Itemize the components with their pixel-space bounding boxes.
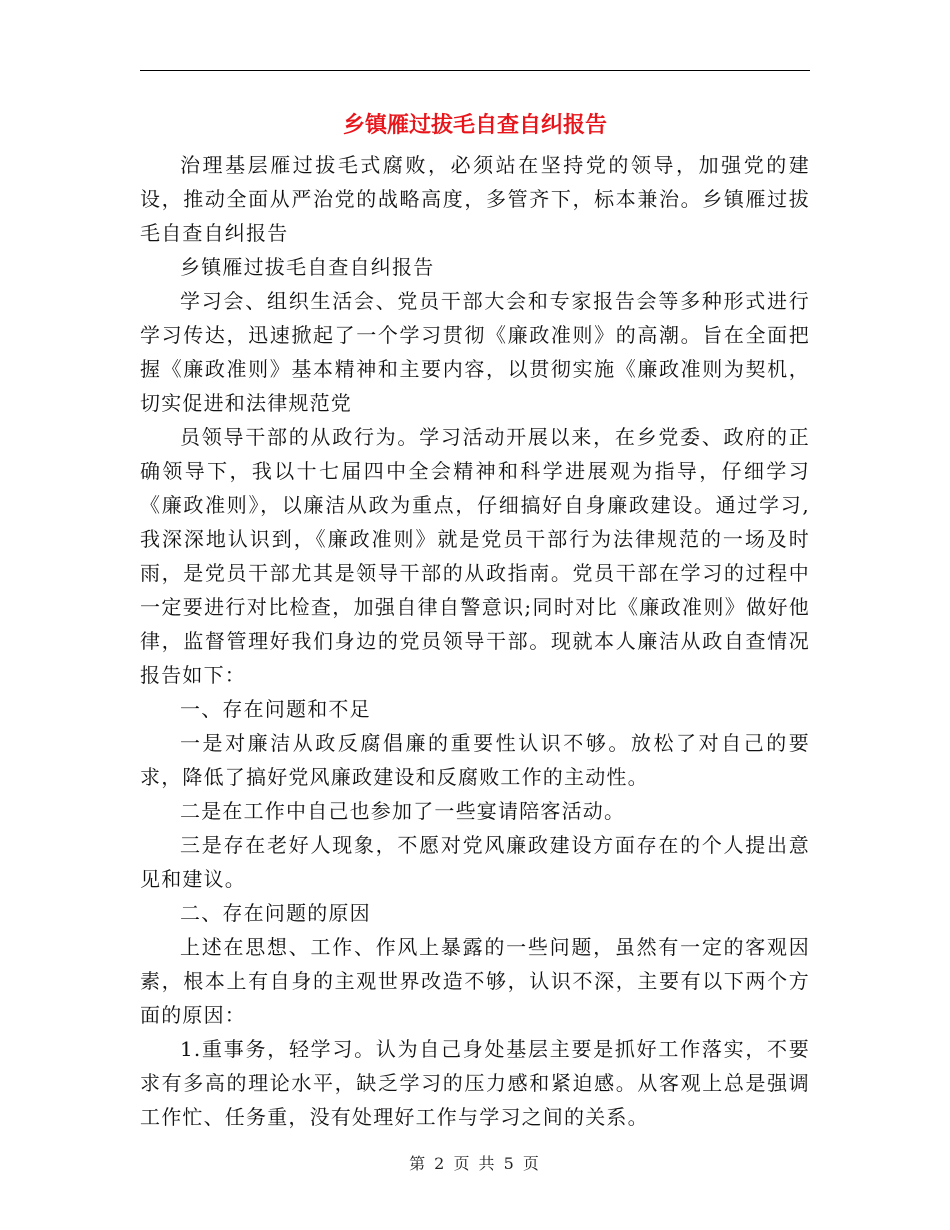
section-heading-problems: 一、存在问题和不足 [180,697,371,721]
paragraph-problem-3: 三是存在老好人现象，不愿对党风廉政建设方面存在的个人提出意见和建议。 [140,833,810,891]
paragraph-causes-intro: 上述在思想、工作、作风上暴露的一些问题，虽然有一定的客观因素，根本上有自身的主观世界改造不够，认识不深，主要有以下两个方面的原因： [140,935,810,1027]
header-rule [140,70,810,71]
paragraph-problem-2: 二是在工作中自己也参加了一些宴请陪客活动。 [180,799,626,823]
paragraph-study: 学习会、组织生活会、党员干部大会和专家报告会等多种形式进行学习传达，迅速掀起了一个学习贯彻《廉政准则》的高潮。旨在全面把握《廉政准则》基本精神和主要内容，以贯彻实施《廉政准则为契机，切实促进和法律规范党 [140,289,810,415]
page-number: 第 2 页 共 5 页 [409,1154,541,1173]
paragraph-problem-1: 一是对廉洁从政反腐倡廉的重要性认识不够。放松了对自己的要求，降低了搞好党风廉政建设和反腐败工作的主动性。 [140,731,810,789]
document-title: 乡镇雁过拔毛自查自纠报告 [342,112,607,138]
paragraph-intro: 治理基层雁过拔毛式腐败，必须站在坚持党的领导，加强党的建设，推动全面从严治党的战略高度，多管齐下，标本兼治。乡镇雁过拔毛自查自纠报告 [140,153,810,245]
paragraph-cause-1: 1.重事务，轻学习。认为自己身处基层主要是抓好工作落实，不要求有多高的理论水平，缺乏学习的压力感和紧迫感。从客观上总是强调工作忙、任务重，没有处理好工作与学习之间的关系。 [140,1037,810,1129]
document-body [140,148,810,1134]
paragraph-subtitle: 乡镇雁过拔毛自查自纠报告 [180,255,435,279]
paragraph-self-check: 员领导干部的从政行为。学习活动开展以来，在乡党委、政府的正确领导下，我以十七届四中全会精神和科学进展观为指导，仔细学习《廉政准则》，以廉洁从政为重点，仔细搞好自身廉政建设。通过学习,我深深地认识到，《廉政准则》就是党员干部行为法律规范的一场及时雨，是党员干部尤其是领导干部的从政指南。党员干部在学习的过程中一定要进行对比检查，加强自律自警意识;同时对比《廉政准则》做好他律，监督管理好我们身边的党员领导干部。现就本人廉洁从政自查情况报告如下： [140,425,810,687]
section-heading-causes: 二、存在问题的原因 [180,901,371,925]
